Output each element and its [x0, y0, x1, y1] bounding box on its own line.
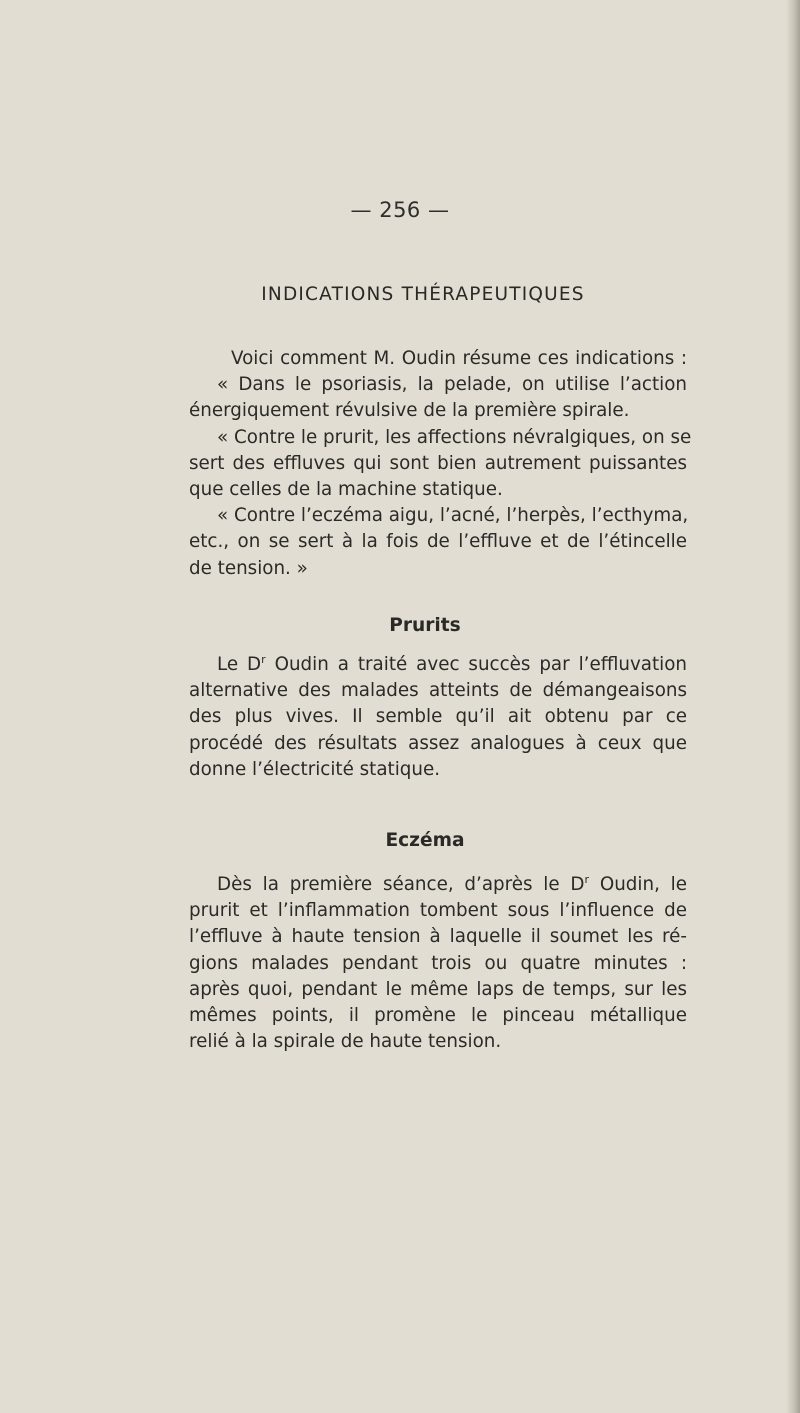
eczema-line: gions malades pendant trois ou quatre minutes : [189, 952, 687, 974]
prurits-line: donne l’électricité statique. [189, 758, 441, 780]
eczema-paragraph [189, 872, 687, 1055]
prurits-line: alternative des malades atteints de démangeaisons [189, 680, 687, 702]
intro-paragraphs [189, 346, 692, 582]
section-title-prurits: Prurits [389, 615, 461, 636]
intro-line: de tension. » [189, 557, 308, 579]
intro-line: etc., on se sert à la fois de l’effluve et de l’étincelle [189, 531, 687, 553]
eczema-line: l’effluve à haute tension à laquelle il soumet les ré- [189, 926, 687, 948]
intro-line: énergiquement révulsive de la première spirale. [189, 400, 630, 422]
eczema-line: mêmes points, il promène le pinceau métallique [189, 1005, 687, 1027]
eczema-line: Dès la première séance, d’après le $D^r$ Oudin, le [217, 872, 687, 895]
intro-line: que celles de la machine statique. [189, 479, 503, 501]
eczema-line: après quoi, pendant le même laps de temps, sur les [189, 978, 687, 1000]
eczema-line: prurit et l’inflammation tombent sous l’influence de [189, 900, 687, 922]
intro-line: « Dans le psoriasis, la pelade, on utilise l’action [217, 374, 687, 396]
intro-line: « Contre le prurit, les affections névralgiques, on se [217, 426, 692, 448]
intro-line: « Contre l’eczéma aigu, l’acné, l’herpès, l’ecthyma, [217, 505, 689, 527]
chapter-title: INDICATIONS THÉRAPEUTIQUES [261, 284, 585, 305]
intro-line: sert des effluves qui sont bien autrement puissantes [189, 452, 687, 474]
prurits-paragraph [189, 652, 687, 783]
page-number: — 256 — [350, 198, 450, 222]
prurits-line: Le $D^r$ Oudin a traité avec succès par l’effluvation [217, 652, 688, 675]
section-title-eczema: Eczéma [385, 830, 465, 851]
intro-line: Voici comment M. Oudin résume ces indications : [231, 348, 687, 369]
prurits-line: procédé des résultats assez analogues à ceux que [189, 732, 687, 754]
prurits-line: des plus vives. Il semble qu’il ait obtenu par ce [189, 706, 687, 728]
eczema-line: relié à la spirale de haute tension. [189, 1031, 502, 1053]
